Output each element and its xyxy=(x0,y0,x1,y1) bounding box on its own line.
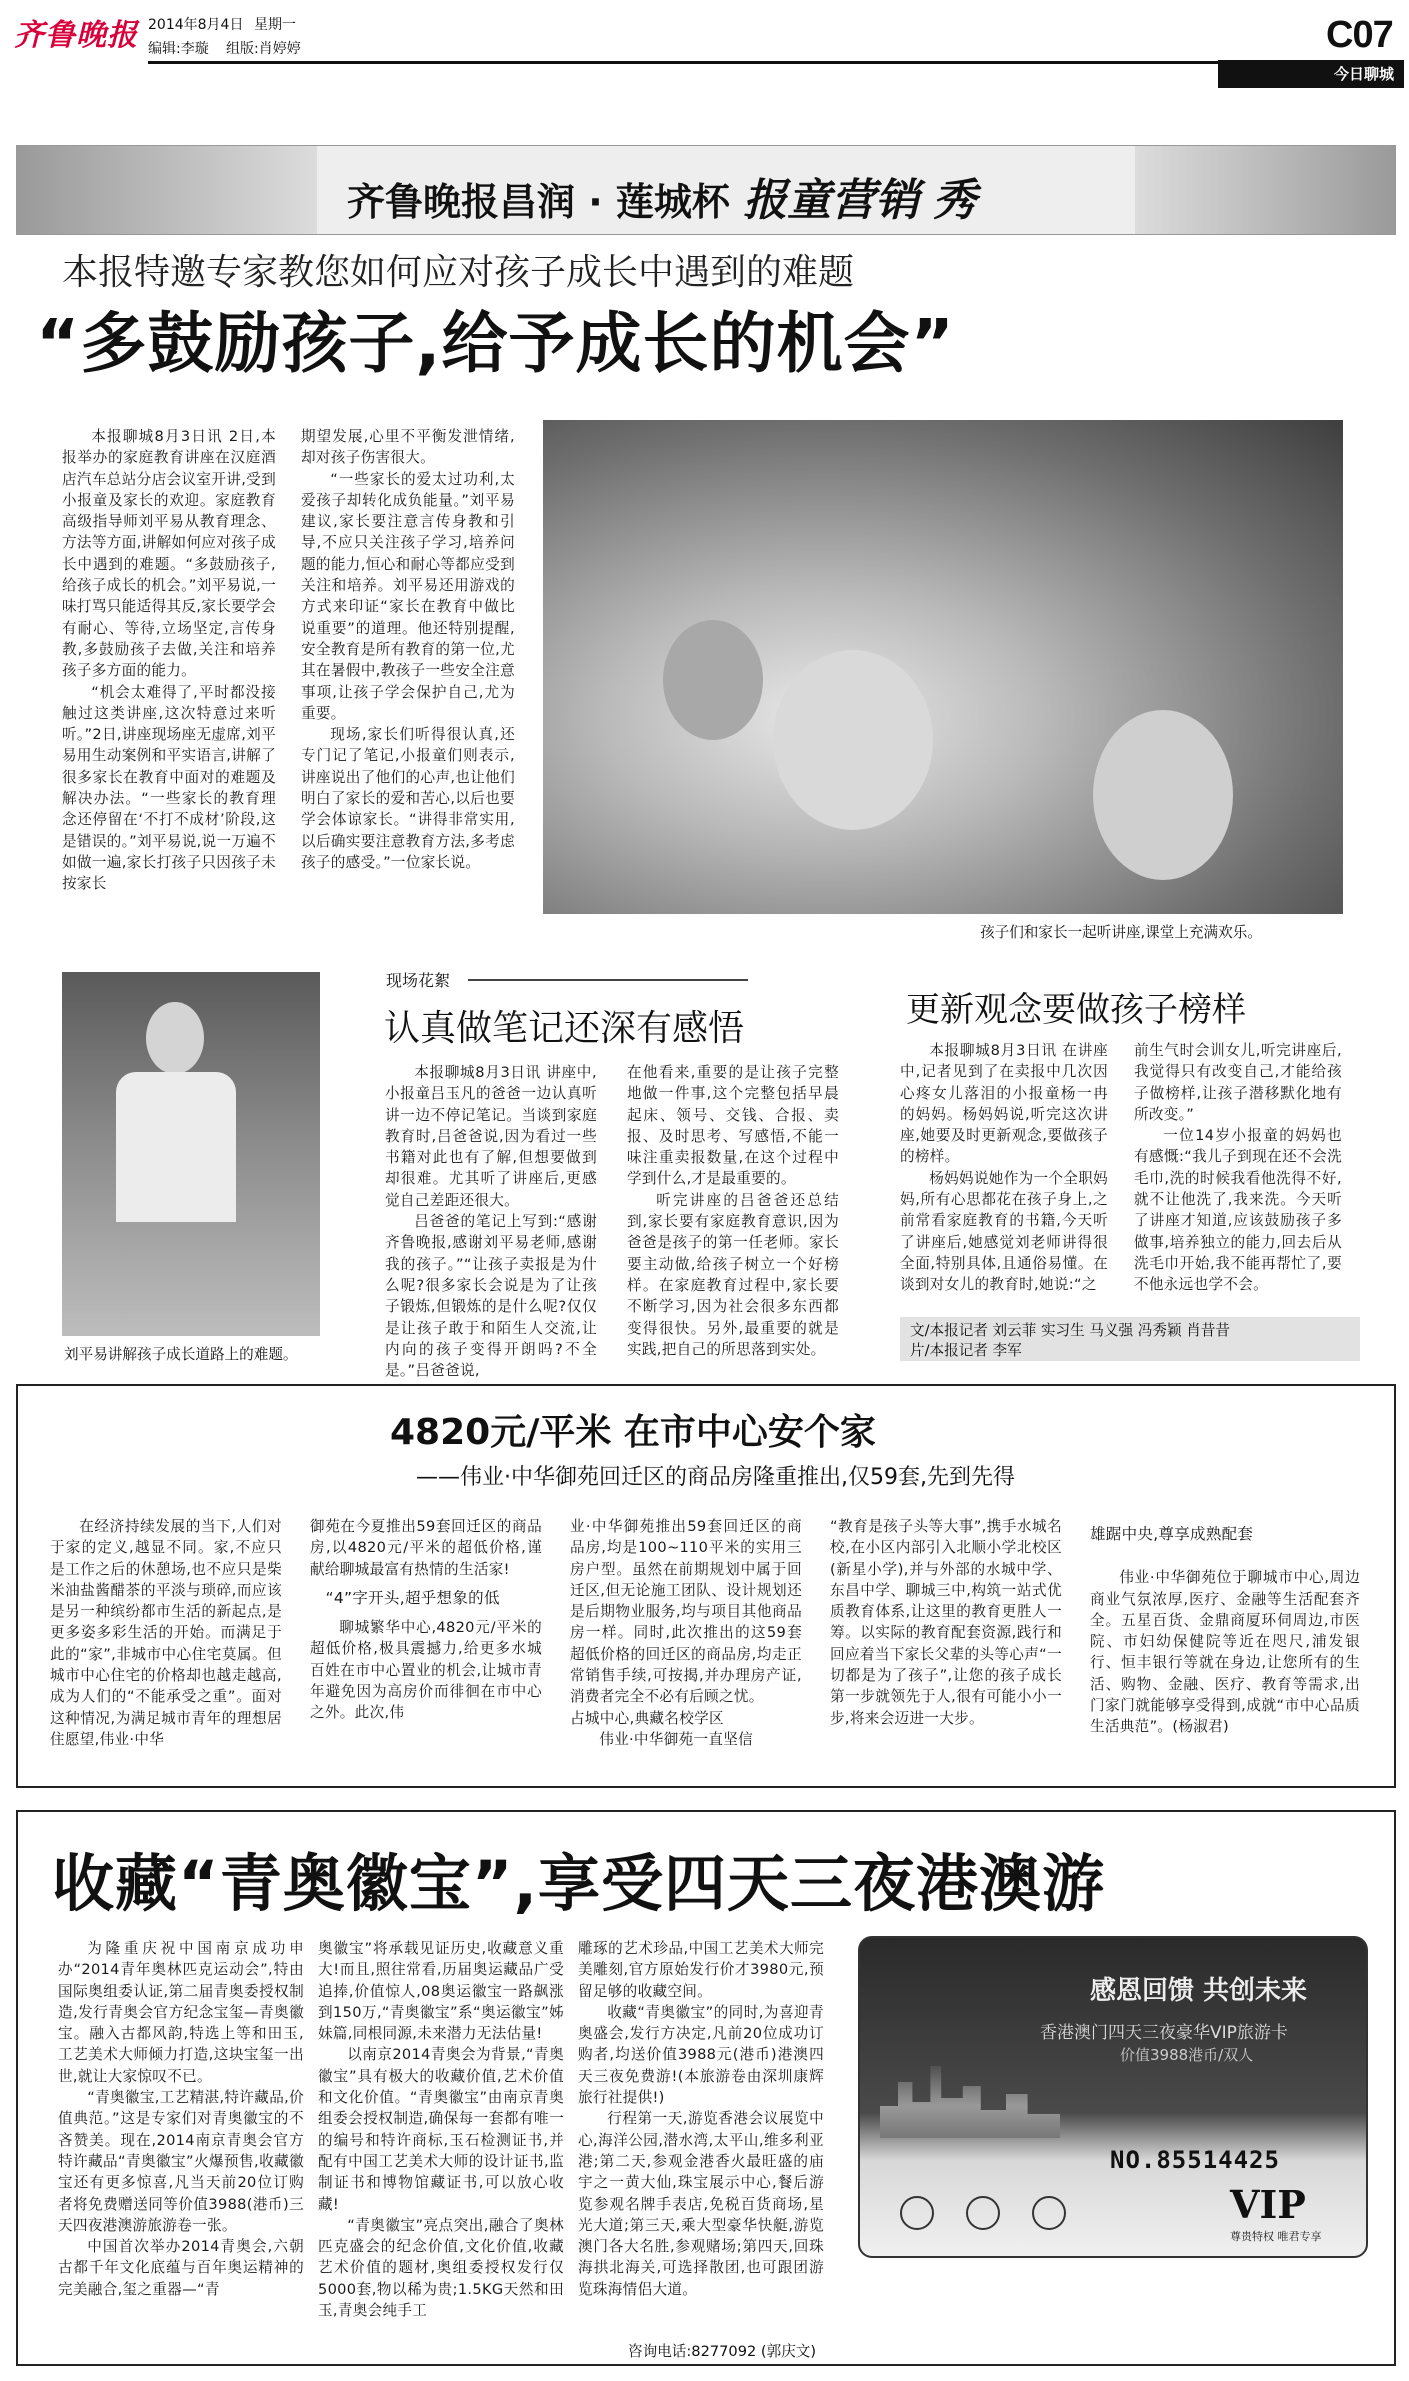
newspaper-logo: 齐鲁晚报 xyxy=(14,18,138,53)
card-vip-sub: 尊贵特权 唯君专享 xyxy=(1230,2230,1322,2243)
issue-weekday: 星期一 xyxy=(254,17,296,33)
byline-writers: 文/本报记者 刘云菲 实习生 马义强 冯秀颖 肖昔昔 xyxy=(910,1322,1230,1339)
collection-paragraph: “青奥徽宝,工艺精湛,特许藏品,价值典范。”这是专家们对青奥徽宝的不吝赞美。现在,2014南京青奥会官方特许藏品“青奥徽宝”火爆预售,收藏徽宝还有更多惊喜,凡当天前20位订购者将免费赠送同等价值3988(港币)三天四夜港澳游旅游卷一张。 xyxy=(58,2089,304,2234)
editor-credit: 编辑:李璇 xyxy=(148,41,209,57)
collection-paragraph: 以南京2014青奥会为背景,“青奥徽宝”具有极大的收藏价值,艺术价值和文化价值。“青奥徽宝”由南京青奥组委会授权制造,确保每一套都有唯一的编号和特许商标,玉石检测证书,并配有中国工艺美术大师的设计证书,监制证书和博物馆藏证书,可以放心收藏! xyxy=(318,2046,564,2213)
masthead-rule xyxy=(148,61,1218,64)
collection-paragraph: 行程第一天,游览香港会议展览中心,海洋公园,潜水湾,太平山,维多利亚港;第二天,参观金港香火最旺盛的庙宇之一黄大仙,珠宝展示中心,餐后游览参观名牌手表店,免税百货商场,星光大道;第三天,乘大型豪华快艇,游览澳门各大名胜,参观赌场;第四天,回珠海拱北海关,可选择散团,也可跟团游览珠海情侣大道。 xyxy=(578,2110,824,2298)
banner-photo-left xyxy=(17,146,317,234)
property-col-4 xyxy=(830,1516,1062,1772)
notes-paragraph: 吕爸爸的笔记上写到:“感谢齐鲁晚报,感谢刘平易老师,感谢我的孩子。”“让孩子卖报是为什么呢?很多家长会说是为了让孩子锻炼,但锻炼的是什么呢?仅仅是让孩子敢于和陌生人交流,让内向的孩子变得开朗吗?不全是。”吕爸爸说, xyxy=(385,1213,597,1380)
section-tag xyxy=(1218,60,1404,88)
property-subtitle: 占城中心,典藏名校学区 xyxy=(570,1709,724,1727)
tourism-logo-icon xyxy=(1032,2196,1066,2230)
notes-col-2 xyxy=(627,1062,839,1358)
property-ad-box xyxy=(16,1384,1396,1788)
child-face xyxy=(1093,710,1233,880)
speaker-head xyxy=(146,1002,204,1074)
property-paragraph: “教育是孩子头等大事”,携手水城名校,在小区内部引入北顺小学北校区(新星小学),并与外部的水城中学、东昌中学、聊城三中,构筑一站式优质教育体系,让这里的教育更胜人一筹。以实际的教育配套资源,践行和回应着当下家长父辈的头等心声“一切都是为了孩子”,让您的孩子成长第一步就领先于人,很有可能小小一步,将来会迈进一大步。 xyxy=(830,1518,1062,1727)
speaker-body xyxy=(116,1072,236,1222)
collection-paragraph: 收藏“青奥徽宝”的同时,为喜迎青奥盛会,发行方决定,凡前20位成功订购者,均送价值3988元(港币)港澳四天三夜免费游!(本旅游卷由深圳康辉旅行社提供!) xyxy=(578,2003,824,2107)
collection-paragraph: 奥徽宝”将承载见证历史,收藏意义重大!而且,照往常看,历届奥运藏品广受追捧,价值惊人,08奥运徽宝一路飙涨到150万,“青奥徽宝”系“奥运徽宝”姊妹篇,同根同源,未来潜力无法估量! xyxy=(318,1940,564,2043)
notes-tag-rule xyxy=(468,979,748,981)
card-slogan: 感恩回馈 共创未来 xyxy=(1090,1976,1308,2006)
lead-kicker: 本报特邀专家教您如何应对孩子成长中遇到的难题 xyxy=(62,252,855,293)
collection-paragraph: “青奥徽宝”亮点突出,融合了奥林匹克盛会的纪念价值,文化价值,收藏艺术价值的题材,奥组委授权发行仅5000套,物以稀为贵;1.5KG天然和田玉,青奥会纯手工 xyxy=(318,2216,564,2320)
card-vip: VIP xyxy=(1230,2182,1306,2227)
model-headline: 更新观念要做孩子榜样 xyxy=(906,990,1246,1030)
model-col-1 xyxy=(900,1040,1108,1318)
collection-paragraph: 为隆重庆祝中国南京成功申办“2014青年奥林匹克运动会”,特由国际奥组委认证,第二届青奥委授权制造,发行青奥会官方纪念宝玺—青奥徽宝。融入古都风韵,特选上等和田玉,工艺美术大师倾力打造,这块宝玺一出世,就让大家惊叹不已。 xyxy=(58,1940,304,2085)
notes-headline: 认真做笔记还深有感悟 xyxy=(384,1008,745,1049)
masthead xyxy=(0,0,1409,88)
collection-headline: 收藏“青奥徽宝”,享受四天三夜港澳游 xyxy=(52,1847,1106,1920)
tourism-logo-icon xyxy=(966,2196,1000,2230)
notes-paragraph: 在他看来,重要的是让孩子完整地做一件事,这个完整包括早晨起床、领号、交钱、合报、卖报、及时思考、写感悟,不能一味注重卖报数量,在这个过程中学到什么,才是最重要的。 xyxy=(627,1064,839,1188)
model-col-2 xyxy=(1134,1040,1342,1318)
lead-paragraph: 期望发展,心里不平衡发泄情绪,却对孩子伤害很大。 xyxy=(301,428,515,467)
property-paragraph: 业·中华御苑推出59套回迁区的商品房,均是100~110平米的实用三房户型。虽然在前期规划中属于回迁区,但无论施工团队、设计规划还是后期物业服务,均与项目其他商品房一样。同时,此次推出的这59套超低价格的回迁区的商品房,均走正常销售手续,可按揭,并办理房产证,消费者完全不必有后顾之忧。 xyxy=(570,1518,802,1706)
notes-paragraph: 本报聊城8月3日讯 讲座中,小报童吕玉凡的爸爸一边认真听讲一边不停记笔记。当谈到家庭教育时,吕爸爸说,因为看过一些书籍对此也有了解,但想要做到却很难。尤其听了讲座后,更感觉自己差距还很大。 xyxy=(385,1064,597,1209)
banner xyxy=(16,145,1396,235)
property-paragraph: 聊城繁华中心,4820元/平米的超低价格,极具震撼力,给更多水城百姓在市中心置业的机会,让城市青年避免因为高房价而徘徊在市中心之外。此次,伟 xyxy=(310,1619,542,1722)
issue-date: 2014年8月4日 xyxy=(148,17,244,33)
model-paragraph: 前生气时会训女儿,听完讲座后,我觉得只有改变自己,才能给孩子做榜样,让孩子潜移默化地有所改变。” xyxy=(1134,1042,1342,1123)
property-paragraph: 在经济持续发展的当下,人们对于家的定义,越显不同。家,不应只是工作之后的休憩场,也不应只是柴米油盐酱醋茶的平淡与琐碎,而应该是另一种缤纷都市生活的新起点,是更多姿多彩生活的开始。而满足于此的“家”,非城市中心住宅莫属。但城市中心住宅的价格却也越走越高,成为人们的“不能承受之重”。面对这种情况,为满足城市青年的理想居住愿望,伟业·中华 xyxy=(50,1518,282,1748)
layout-credit: 组版:肖婷婷 xyxy=(226,41,301,57)
collection-ad-box xyxy=(16,1810,1396,2366)
collection-col-2 xyxy=(318,1938,564,2358)
notes-col-1 xyxy=(385,1062,597,1380)
notes-tag-label: 现场花絮 xyxy=(386,971,451,990)
model-byline-box xyxy=(900,1317,1360,1361)
byline-photographer: 片/本报记者 李军 xyxy=(910,1342,1022,1359)
property-col-2 xyxy=(310,1516,542,1772)
tourism-logos xyxy=(900,2192,1100,2238)
banner-title-main: 齐鲁晚报昌润 · 莲城杯 xyxy=(347,180,730,224)
section-label: 今日聊城 xyxy=(1333,65,1394,83)
banner-title-script: 秀 xyxy=(932,175,977,226)
child-face xyxy=(773,650,933,830)
card-subline: 香港澳门四天三夜豪华VIP旅游卡 xyxy=(1040,2023,1288,2043)
lead-paragraph: “机会太难得了,平时都没接触过这类讲座,这次特意过来听听。”2日,讲座现场座无虚席,刘平易用生动案例和平实语言,讲解了很多家长在教育中面对的难题及解决办法。“一些家长的教育理念还停留在‘不打不成材’阶段,这是错误的。”刘平易说,说一万遍不如做一遍,家长打孩子只因孩子未按家长 xyxy=(62,683,277,893)
property-subtitle: “4”字开头,超乎想象的低 xyxy=(325,1588,500,1607)
speaker-photo-caption: 刘平易讲解孩子成长道路上的难题。 xyxy=(64,1346,298,1363)
child-face xyxy=(663,620,763,740)
lead-paragraph: “一些家长的爱太过功利,太爱孩子却转化成负能量。”刘平易建议,家长要注意言传身教和引导,不应只关注孩子学习,培养问题的能力,恒心和耐心等都应受到关注和培养。刘平易还用游戏的方式来印证“家长在教育中做比说重要”的道理。他还特别提醒,安全教育是所有教育的第一位,尤其在暑假中,教孩子一些安全注意事项,让孩子学会保护自己,尤为重要。 xyxy=(301,470,515,722)
property-col-3 xyxy=(570,1516,802,1772)
card-number: NO.85514425 xyxy=(1110,2146,1280,2174)
banner-photo-right xyxy=(1135,146,1395,234)
property-col-5 xyxy=(1090,1516,1360,1772)
speaker-photo xyxy=(62,972,320,1336)
property-col-1 xyxy=(50,1516,282,1772)
vip-card xyxy=(858,1936,1368,2258)
collection-paragraph: 雕琢的艺术珍品,中国工艺美术大师完美雕刻,官方原始发行价才3980元,预留足够的收藏空间。 xyxy=(578,1940,824,2000)
lead-headline: “多鼓励孩子,给予成长的机会” xyxy=(36,305,955,382)
property-headline: 4820元/平米 在市中心安个家 xyxy=(390,1412,876,1453)
model-paragraph: 一位14岁小报童的妈妈也有感慨:“我儿子到现在还不会洗毛巾,洗的时候我看他洗得不好,就不让他洗了,我来洗。今天听了讲座才知道,应该鼓励孩子多做事,培养独立的能力,回去后从洗毛巾开始,我不能再帮忙了,要不他永远也学不会。 xyxy=(1134,1127,1342,1294)
collection-col-3 xyxy=(578,1938,824,2338)
page-number: C07 xyxy=(1326,14,1393,56)
lead-col-1 xyxy=(62,426,276,946)
model-paragraph: 本报聊城8月3日讯 在讲座中,记者见到了在卖报中几次因心疼女儿落泪的小报童杨一冉的妈妈。杨妈妈说,听完这次讲座,她要及时更新观念,要做孩子的榜样。 xyxy=(900,1042,1108,1166)
banner-title xyxy=(347,164,976,228)
property-subtitle: 雄踞中央,尊享成熟配套 xyxy=(1090,1525,1254,1543)
tourism-logo-icon xyxy=(900,2196,934,2230)
lead-paragraph: 本报聊城8月3日讯 2日,本报举办的家庭教育讲座在汉庭酒店汽车总站分店会议室开讲,受到小报童及家长的欢迎。家庭教育高级指导师刘平易从教育理念、方法等方面,讲解如何应对孩子成长中遇到的难题。“多鼓励孩子,给孩子成长的机会。”刘平易说,一味打骂只能适得其反,家长要学会有耐心、等待,立场坚定,言传身教,多鼓励孩子去做,关注和培养孩子多方面的能力。 xyxy=(62,428,277,680)
classroom-photo-caption: 孩子们和家长一起听讲座,课堂上充满欢乐。 xyxy=(980,924,1262,941)
card-value: 价值3988港币/双人 xyxy=(1120,2046,1254,2064)
contact-line: 咨询电话:8277092 (郭庆文) xyxy=(628,2343,817,2360)
skyline-graphic xyxy=(880,2058,1060,2138)
lead-col-2 xyxy=(301,426,515,946)
classroom-photo xyxy=(543,420,1343,914)
lead-paragraph: 现场,家长们听得很认真,还专门记了笔记,小报童们则表示,讲座说出了他们的心声,也让他们明白了家长的爱和苦心,以后也要学会体谅家长。“讲得非常实用,以后确实要注意教育方法,多考虑孩子的感受。”一位家长说。 xyxy=(301,726,515,871)
collection-col-1 xyxy=(58,1938,304,2358)
property-paragraph: 御苑在今夏推出59套回迁区的商品房,以4820元/平米的超低价格,谨献给聊城最富有热情的生活家! xyxy=(310,1518,542,1578)
property-paragraph: 伟业·中华御苑一直坚信 xyxy=(599,1730,754,1748)
property-paragraph: 伟业·中华御苑位于聊城市中心,周边商业气氛浓厚,医疗、金融等生活配套齐全。五星百货、金鼎商厦环伺周边,市医院、市妇幼保健院等近在咫尺,浦发银行、恒丰银行等就在身边,让您所有的生活、购物、金融、医疗、教育等需求,出门家门就能够享受得到,成就“市中心品质生活典范”。(杨淑君) xyxy=(1090,1569,1360,1736)
property-subhead: ——伟业·中华御苑回迁区的商品房隆重推出,仅59套,先到先得 xyxy=(416,1465,1015,1490)
notes-paragraph: 听完讲座的吕爸爸还总结到,家长要有家庭教育意识,因为爸爸是孩子的第一任老师。家长要主动做,给孩子树立一个好榜样。在家庭教育过程中,家长要不断学习,因为社会很多东西都变得很快。另外,最重要的就是实践,把自己的所思落到实处。 xyxy=(627,1191,839,1358)
model-paragraph: 杨妈妈说她作为一个全职妈妈,所有心思都花在孩子身上,之前常看家庭教育的书籍,今天听了讲座后,她感觉刘老师讲得很全面,特别具体,且通俗易懂。在谈到对女儿的教育时,她说:“之 xyxy=(900,1169,1108,1294)
banner-title-bold: 报童营销 xyxy=(743,175,920,226)
collection-paragraph: 中国首次举办2014青奥会,六朝古都千年文化底蕴与百年奥运精神的完美融合,玺之重器—“青 xyxy=(58,2238,304,2298)
